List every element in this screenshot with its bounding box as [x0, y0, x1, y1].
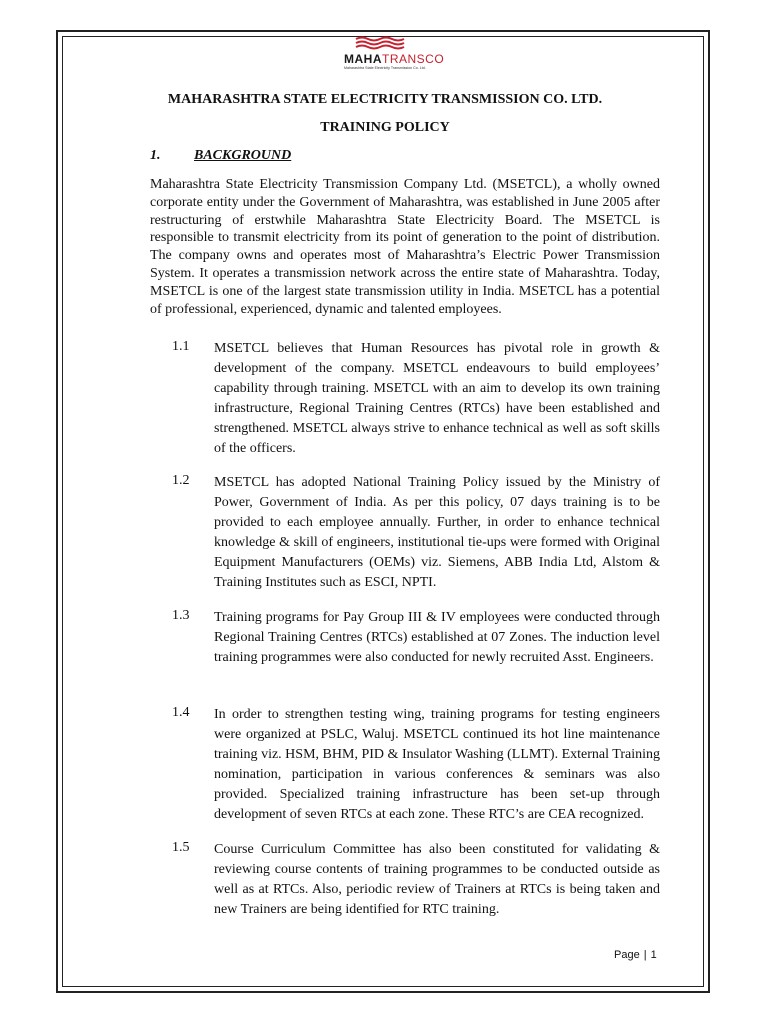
- wave-logo-icon: [354, 36, 406, 52]
- company-title: MAHARASHTRA STATE ELECTRICITY TRANSMISSION CO. LTD.: [167, 92, 603, 107]
- list-item: [150, 473, 660, 593]
- item-number: 1.2: [172, 473, 190, 488]
- item-number: 1.3: [172, 608, 190, 623]
- mahatransco-logo: [344, 36, 464, 76]
- item-text: Course Curriculum Committee has also been constituted for validating & reviewing course contents of training programmes to be conducted outside as well as at RTCs. Also, periodic review of Trainers at RTCs is being taken and new Trainers are being identified for RTC training.: [214, 842, 660, 917]
- section-number: 1.: [150, 148, 161, 163]
- page-number: 1: [650, 949, 657, 961]
- item-text: MSETCL believes that Human Resources has pivotal role in growth & development of the company. MSETCL endeavours to build employees’ capability through training. MSETCL with an aim to develop its own training infrastructure, Regional Training Centres (RTCs) have been established and strengthened. MSETCL always strive to enhance technical as well as soft skills of the officers.: [214, 341, 660, 456]
- document-title: TRAINING POLICY: [320, 120, 450, 135]
- section-heading: [150, 148, 291, 164]
- item-text: Training programs for Pay Group III & IV employees were conducted through Regional Training Centres (RTCs) established at 07 Zones. The induction level training programmes were also conducted for newly recruited Asst. Engineers.: [214, 610, 660, 665]
- list-item: [150, 840, 660, 920]
- item-text: MSETCL has adopted National Training Policy issued by the Ministry of Power, Government of India. As per this policy, 07 days training is to be provided to each employee annually. Further, in order to enhance technical knowledge & skill of engineers, institutional tie-ups were formed with Original Equipment Manufacturers (OEMs) viz. Siemens, ABB India Ltd, Alstom & Training Institutes such as ESCI, NPTI.: [214, 475, 660, 590]
- list-item: [150, 608, 660, 668]
- section-title: BACKGROUND: [194, 148, 292, 163]
- item-number: 1.1: [172, 339, 190, 354]
- logo-tagline: Maharashtra State Electricity Transmission Co. Ltd.: [344, 66, 426, 70]
- list-item: [150, 339, 660, 459]
- page-separator: |: [643, 949, 647, 961]
- item-text: In order to strengthen testing wing, training programs for testing engineers were organized at PSLC, Waluj. MSETCL continued its hot line maintenance training viz. HSM, BHM, PID & Insulator Washing (LLMT). External Training nomination, participation in various conferences & seminars was also provided. Specialized training infrastructure has been set-up through development of seven RTCs at each zone. These RTC’s are CEA recognized.: [214, 707, 660, 822]
- logo-wordmark: [344, 52, 444, 66]
- page-footer: [614, 949, 657, 961]
- logo-name-rest: TRANSCO: [382, 52, 445, 66]
- intro-paragraph: Maharashtra State Electricity Transmission Company Ltd. (MSETCL), a wholly owned corporate entity under the Government of Maharashtra, was established in June 2005 after restructuring of erstwhile Maharashtra State Electricity Board. The MSETCL is responsible to transmit electricity from its point of generation to the point of distribution. The company owns and operates most of Maharashtra’s Electric Power Transmission System. It operates a transmission network across the entire state of Maharashtra. Today, MSETCL is one of the largest state transmission utility in India. MSETCL has a potential of professional, experienced, dynamic and talented employees.: [150, 177, 660, 317]
- logo-name-bold: MAHA: [344, 52, 382, 66]
- page-label: Page: [614, 949, 640, 961]
- list-item: [150, 705, 660, 825]
- item-number: 1.5: [172, 840, 190, 855]
- item-number: 1.4: [172, 705, 190, 720]
